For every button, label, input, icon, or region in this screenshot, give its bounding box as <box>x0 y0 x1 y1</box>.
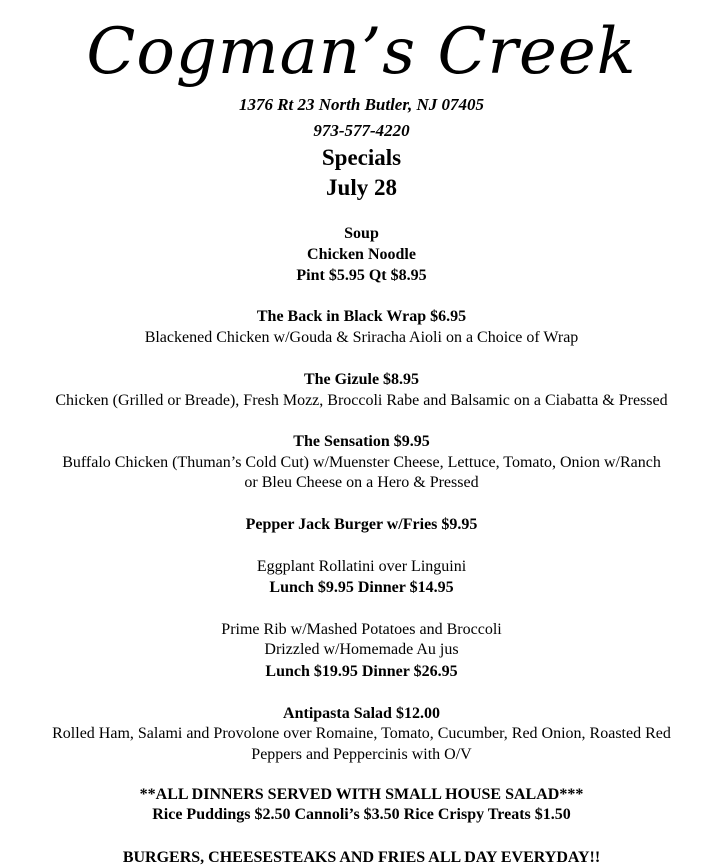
restaurant-address: 1376 Rt 23 North Butler, NJ 07405 <box>238 95 485 114</box>
item-description: Drizzled w/Homemade Au jus <box>264 641 459 658</box>
soup-heading: Soup <box>344 225 379 242</box>
specials-date: July 28 <box>326 175 397 200</box>
soup-price: Pint $5.95 Qt $8.95 <box>296 267 427 284</box>
item-name: The Back in Black Wrap $6.95 <box>256 308 467 325</box>
item-name: Pepper Jack Burger w/Fries $9.95 <box>245 516 478 533</box>
item-description: Blackened Chicken w/Gouda & Sriracha Aioli on a Choice of Wrap <box>144 329 579 346</box>
item-description: Rolled Ham, Salami and Provolone over Romaine, Tomato, Cucumber, Red Onion, Roasted Red <box>52 725 671 742</box>
item-description: Peppers and Peppercinis with O/V <box>251 746 472 763</box>
item-description: Chicken (Grilled or Breade), Fresh Mozz, Broccoli Rabe and Balsamic on a Ciabatta & Pressed <box>55 392 668 409</box>
item-name: The Gizule $8.95 <box>303 371 420 388</box>
specials-heading: Specials <box>321 145 402 170</box>
item-price: Lunch $19.95 Dinner $26.95 <box>265 663 458 680</box>
all-day-note: BURGERS, CHEESESTEAKS AND FRIES ALL DAY EVERYDAY!! <box>122 849 601 866</box>
item-description: or Bleu Cheese on a Hero & Pressed <box>244 474 479 491</box>
dinner-note: **ALL DINNERS SERVED WITH SMALL HOUSE SALAD*** <box>139 786 584 803</box>
restaurant-logo-title: Cogman’s Creek <box>86 15 637 89</box>
item-description: Buffalo Chicken (Thuman’s Cold Cut) w/Muenster Cheese, Lettuce, Tomato, Onion w/Ranch <box>62 454 661 471</box>
item-description: Eggplant Rollatini over Linguini <box>256 558 467 575</box>
restaurant-phone: 973-577-4220 <box>313 121 410 140</box>
item-name: The Sensation $9.95 <box>293 433 430 450</box>
item-description: Prime Rib w/Mashed Potatoes and Broccoli <box>221 621 502 638</box>
soup-name: Chicken Noodle <box>307 246 416 263</box>
desserts-line: Rice Puddings $2.50 Cannoli’s $3.50 Rice Crispy Treats $1.50 <box>152 806 571 823</box>
item-name: Antipasta Salad $12.00 <box>283 705 440 722</box>
item-price: Lunch $9.95 Dinner $14.95 <box>269 579 454 596</box>
